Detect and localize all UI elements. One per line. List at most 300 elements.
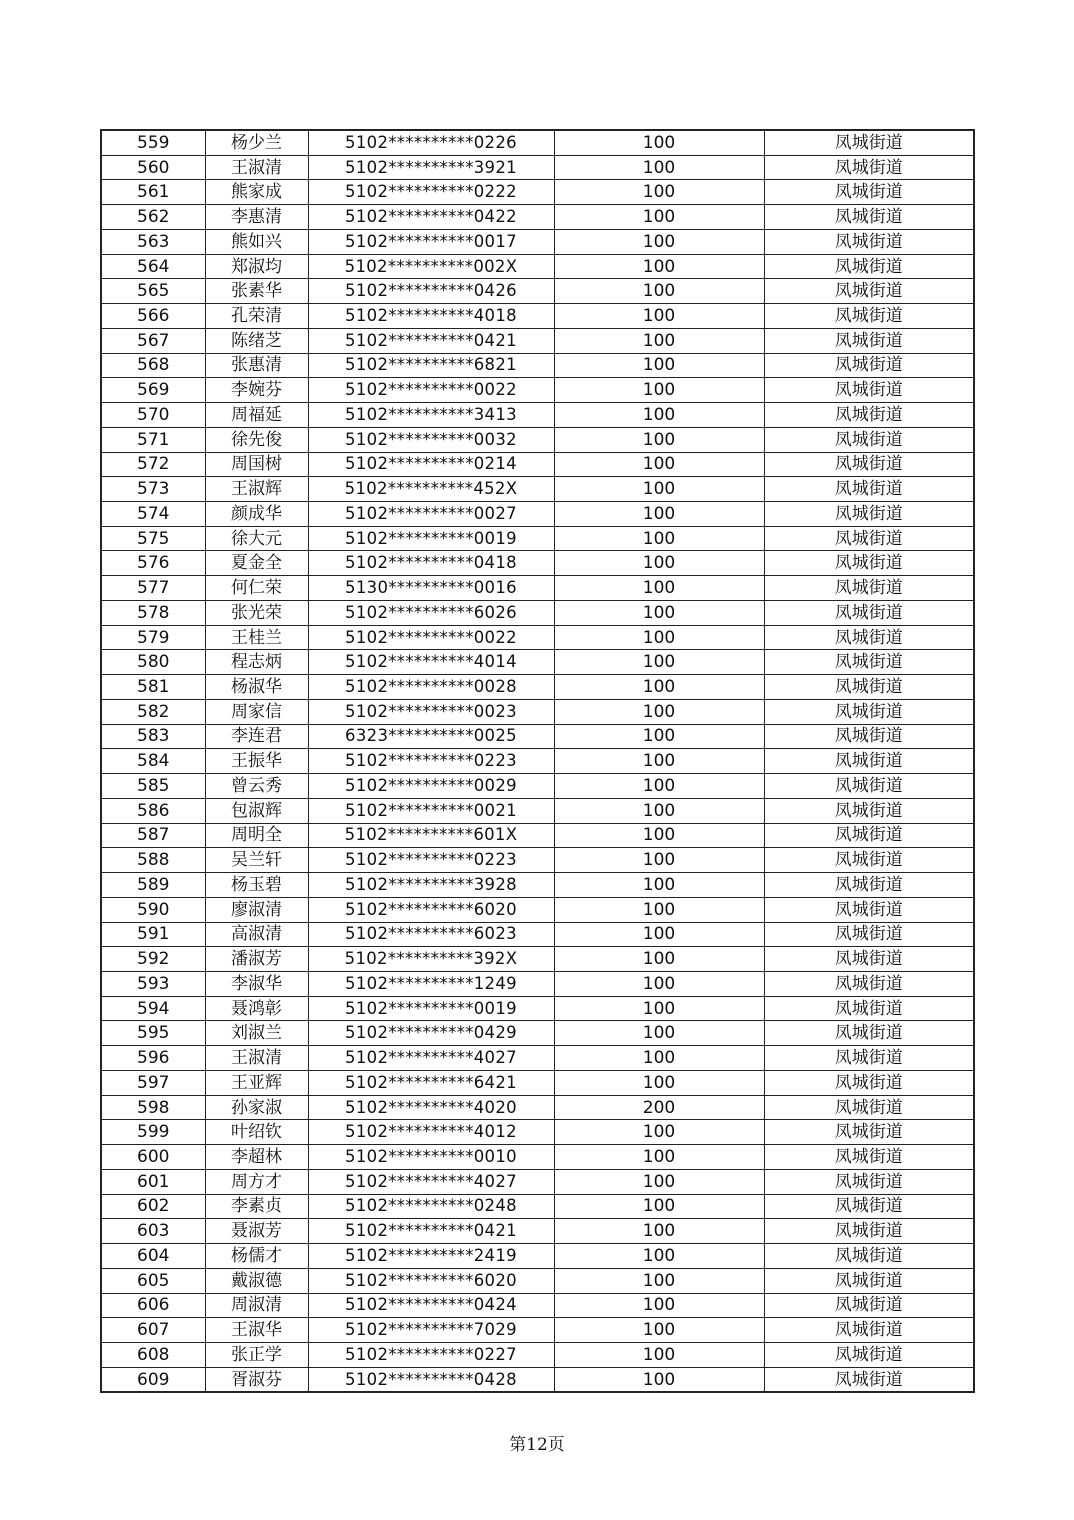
district-cell: 凤城街道 <box>764 180 974 205</box>
row-number-cell: 569 <box>101 378 205 403</box>
amount-cell: 100 <box>554 180 764 205</box>
name-cell: 聂淑芳 <box>205 1219 308 1244</box>
row-number-cell: 602 <box>101 1194 205 1219</box>
id-number-cell: 5102**********1249 <box>308 971 554 996</box>
table-row <box>101 477 974 502</box>
name-cell: 孔荣清 <box>205 304 308 329</box>
amount-cell: 100 <box>554 1070 764 1095</box>
table-row <box>101 526 974 551</box>
amount-cell: 100 <box>554 1046 764 1071</box>
id-number-cell: 5102**********0421 <box>308 328 554 353</box>
id-number-cell: 5102**********0421 <box>308 1219 554 1244</box>
name-cell: 曾云秀 <box>205 774 308 799</box>
row-number-cell: 601 <box>101 1169 205 1194</box>
amount-cell: 100 <box>554 576 764 601</box>
id-number-cell: 5102**********002X <box>308 254 554 279</box>
table-row <box>101 600 974 625</box>
id-number-cell: 5102**********6023 <box>308 922 554 947</box>
amount-cell: 100 <box>554 774 764 799</box>
id-number-cell: 5102**********0248 <box>308 1194 554 1219</box>
district-cell: 凤城街道 <box>764 724 974 749</box>
id-number-cell: 5102**********0429 <box>308 1021 554 1046</box>
district-cell: 凤城街道 <box>764 823 974 848</box>
id-number-cell: 5130**********0016 <box>308 576 554 601</box>
table-row <box>101 650 974 675</box>
district-cell: 凤城街道 <box>764 675 974 700</box>
row-number-cell: 561 <box>101 180 205 205</box>
amount-cell: 100 <box>554 897 764 922</box>
district-cell: 凤城街道 <box>764 1293 974 1318</box>
name-cell: 张惠清 <box>205 353 308 378</box>
district-cell: 凤城街道 <box>764 1194 974 1219</box>
name-cell: 徐大元 <box>205 526 308 551</box>
district-cell: 凤城街道 <box>764 1169 974 1194</box>
amount-cell: 100 <box>554 353 764 378</box>
records-table-body <box>101 130 974 1392</box>
id-number-cell: 5102**********452X <box>308 477 554 502</box>
id-number-cell: 5102**********0022 <box>308 378 554 403</box>
id-number-cell: 5102**********0418 <box>308 551 554 576</box>
amount-cell: 100 <box>554 1219 764 1244</box>
id-number-cell: 5102**********0027 <box>308 502 554 527</box>
row-number-cell: 571 <box>101 427 205 452</box>
district-cell: 凤城街道 <box>764 155 974 180</box>
id-number-cell: 5102**********3928 <box>308 873 554 898</box>
amount-cell: 100 <box>554 848 764 873</box>
id-number-cell: 5102**********0019 <box>308 526 554 551</box>
district-cell: 凤城街道 <box>764 1046 974 1071</box>
district-cell: 凤城街道 <box>764 279 974 304</box>
name-cell: 廖淑清 <box>205 897 308 922</box>
amount-cell: 100 <box>554 229 764 254</box>
name-cell: 王淑辉 <box>205 477 308 502</box>
table-row <box>101 229 974 254</box>
id-number-cell: 5102**********0226 <box>308 130 554 155</box>
amount-cell: 100 <box>554 378 764 403</box>
table-row <box>101 551 974 576</box>
district-cell: 凤城街道 <box>764 205 974 230</box>
table-row <box>101 427 974 452</box>
name-cell: 张素华 <box>205 279 308 304</box>
amount-cell: 100 <box>554 1293 764 1318</box>
district-cell: 凤城街道 <box>764 774 974 799</box>
id-number-cell: 5102**********0424 <box>308 1293 554 1318</box>
id-number-cell: 5102**********6020 <box>308 897 554 922</box>
name-cell: 郑淑均 <box>205 254 308 279</box>
table-row <box>101 1046 974 1071</box>
name-cell: 胥淑芬 <box>205 1367 308 1392</box>
row-number-cell: 595 <box>101 1021 205 1046</box>
name-cell: 杨儒才 <box>205 1244 308 1269</box>
name-cell: 颜成华 <box>205 502 308 527</box>
name-cell: 李连君 <box>205 724 308 749</box>
district-cell: 凤城街道 <box>764 897 974 922</box>
row-number-cell: 575 <box>101 526 205 551</box>
row-number-cell: 606 <box>101 1293 205 1318</box>
district-cell: 凤城街道 <box>764 996 974 1021</box>
name-cell: 张正学 <box>205 1342 308 1367</box>
row-number-cell: 597 <box>101 1070 205 1095</box>
name-cell: 潘淑芳 <box>205 947 308 972</box>
id-number-cell: 5102**********3921 <box>308 155 554 180</box>
district-cell: 凤城街道 <box>764 625 974 650</box>
amount-cell: 100 <box>554 823 764 848</box>
id-number-cell: 5102**********6821 <box>308 353 554 378</box>
id-number-cell: 5102**********0029 <box>308 774 554 799</box>
id-number-cell: 5102**********0017 <box>308 229 554 254</box>
name-cell: 李素贞 <box>205 1194 308 1219</box>
name-cell: 叶绍钦 <box>205 1120 308 1145</box>
id-number-cell: 5102**********6421 <box>308 1070 554 1095</box>
amount-cell: 100 <box>554 1244 764 1269</box>
table-row <box>101 1194 974 1219</box>
amount-cell: 100 <box>554 477 764 502</box>
row-number-cell: 559 <box>101 130 205 155</box>
table-row <box>101 304 974 329</box>
amount-cell: 100 <box>554 971 764 996</box>
id-number-cell: 5102**********6026 <box>308 600 554 625</box>
table-row <box>101 947 974 972</box>
row-number-cell: 570 <box>101 403 205 428</box>
district-cell: 凤城街道 <box>764 403 974 428</box>
amount-cell: 100 <box>554 205 764 230</box>
row-number-cell: 560 <box>101 155 205 180</box>
table-row <box>101 798 974 823</box>
district-cell: 凤城街道 <box>764 130 974 155</box>
name-cell: 戴淑德 <box>205 1268 308 1293</box>
amount-cell: 100 <box>554 1169 764 1194</box>
table-row <box>101 180 974 205</box>
amount-cell: 100 <box>554 279 764 304</box>
name-cell: 李婉芬 <box>205 378 308 403</box>
id-number-cell: 5102**********4027 <box>308 1169 554 1194</box>
name-cell: 程志炳 <box>205 650 308 675</box>
table-row <box>101 1293 974 1318</box>
table-row <box>101 1268 974 1293</box>
row-number-cell: 581 <box>101 675 205 700</box>
amount-cell: 100 <box>554 600 764 625</box>
id-number-cell: 5102**********3413 <box>308 403 554 428</box>
name-cell: 李惠清 <box>205 205 308 230</box>
table-row <box>101 1145 974 1170</box>
row-number-cell: 582 <box>101 699 205 724</box>
table-row <box>101 1219 974 1244</box>
table-row <box>101 1120 974 1145</box>
name-cell: 周方才 <box>205 1169 308 1194</box>
name-cell: 徐先俊 <box>205 427 308 452</box>
table-row <box>101 823 974 848</box>
district-cell: 凤城街道 <box>764 502 974 527</box>
row-number-cell: 596 <box>101 1046 205 1071</box>
table-row <box>101 155 974 180</box>
row-number-cell: 591 <box>101 922 205 947</box>
row-number-cell: 599 <box>101 1120 205 1145</box>
table-row <box>101 502 974 527</box>
row-number-cell: 604 <box>101 1244 205 1269</box>
name-cell: 高淑清 <box>205 922 308 947</box>
table-row <box>101 699 974 724</box>
name-cell: 周明全 <box>205 823 308 848</box>
id-number-cell: 5102**********0023 <box>308 699 554 724</box>
row-number-cell: 586 <box>101 798 205 823</box>
district-cell: 凤城街道 <box>764 477 974 502</box>
row-number-cell: 592 <box>101 947 205 972</box>
amount-cell: 100 <box>554 1145 764 1170</box>
amount-cell: 100 <box>554 551 764 576</box>
district-cell: 凤城街道 <box>764 699 974 724</box>
amount-cell: 100 <box>554 947 764 972</box>
amount-cell: 100 <box>554 1318 764 1343</box>
amount-cell: 100 <box>554 873 764 898</box>
amount-cell: 100 <box>554 130 764 155</box>
district-cell: 凤城街道 <box>764 650 974 675</box>
amount-cell: 100 <box>554 304 764 329</box>
table-row <box>101 922 974 947</box>
district-cell: 凤城街道 <box>764 947 974 972</box>
amount-cell: 100 <box>554 675 764 700</box>
district-cell: 凤城街道 <box>764 1145 974 1170</box>
name-cell: 何仁荣 <box>205 576 308 601</box>
table-row <box>101 279 974 304</box>
name-cell: 杨少兰 <box>205 130 308 155</box>
id-number-cell: 5102**********4014 <box>308 650 554 675</box>
district-cell: 凤城街道 <box>764 1120 974 1145</box>
district-cell: 凤城街道 <box>764 1268 974 1293</box>
row-number-cell: 568 <box>101 353 205 378</box>
id-number-cell: 5102**********7029 <box>308 1318 554 1343</box>
amount-cell: 100 <box>554 328 764 353</box>
table-row <box>101 403 974 428</box>
table-row <box>101 452 974 477</box>
amount-cell: 100 <box>554 1120 764 1145</box>
district-cell: 凤城街道 <box>764 427 974 452</box>
district-cell: 凤城街道 <box>764 452 974 477</box>
district-cell: 凤城街道 <box>764 1070 974 1095</box>
amount-cell: 100 <box>554 625 764 650</box>
amount-cell: 100 <box>554 1367 764 1392</box>
row-number-cell: 567 <box>101 328 205 353</box>
district-cell: 凤城街道 <box>764 229 974 254</box>
table-row <box>101 1021 974 1046</box>
district-cell: 凤城街道 <box>764 1367 974 1392</box>
name-cell: 李超林 <box>205 1145 308 1170</box>
row-number-cell: 589 <box>101 873 205 898</box>
name-cell: 王振华 <box>205 749 308 774</box>
amount-cell: 100 <box>554 1194 764 1219</box>
district-cell: 凤城街道 <box>764 971 974 996</box>
id-number-cell: 5102**********0022 <box>308 625 554 650</box>
district-cell: 凤城街道 <box>764 1318 974 1343</box>
row-number-cell: 588 <box>101 848 205 873</box>
page-number: 第12页 <box>509 1435 565 1455</box>
row-number-cell: 608 <box>101 1342 205 1367</box>
amount-cell: 100 <box>554 1021 764 1046</box>
id-number-cell: 5102**********0428 <box>308 1367 554 1392</box>
table-row <box>101 254 974 279</box>
name-cell: 夏金全 <box>205 551 308 576</box>
district-cell: 凤城街道 <box>764 526 974 551</box>
row-number-cell: 603 <box>101 1219 205 1244</box>
amount-cell: 100 <box>554 724 764 749</box>
district-cell: 凤城街道 <box>764 576 974 601</box>
district-cell: 凤城街道 <box>764 254 974 279</box>
district-cell: 凤城街道 <box>764 328 974 353</box>
name-cell: 周淑清 <box>205 1293 308 1318</box>
amount-cell: 100 <box>554 798 764 823</box>
amount-cell: 100 <box>554 254 764 279</box>
district-cell: 凤城街道 <box>764 848 974 873</box>
id-number-cell: 5102**********0021 <box>308 798 554 823</box>
amount-cell: 100 <box>554 403 764 428</box>
name-cell: 包淑辉 <box>205 798 308 823</box>
table-row <box>101 1070 974 1095</box>
district-cell: 凤城街道 <box>764 1095 974 1120</box>
name-cell: 周福延 <box>205 403 308 428</box>
id-number-cell: 5102**********0422 <box>308 205 554 230</box>
district-cell: 凤城街道 <box>764 749 974 774</box>
name-cell: 王亚辉 <box>205 1070 308 1095</box>
table-row <box>101 971 974 996</box>
row-number-cell: 585 <box>101 774 205 799</box>
name-cell: 周国树 <box>205 452 308 477</box>
row-number-cell: 593 <box>101 971 205 996</box>
name-cell: 王淑华 <box>205 1318 308 1343</box>
row-number-cell: 574 <box>101 502 205 527</box>
id-number-cell: 5102**********0032 <box>308 427 554 452</box>
district-cell: 凤城街道 <box>764 353 974 378</box>
table-row <box>101 873 974 898</box>
id-number-cell: 5102**********4012 <box>308 1120 554 1145</box>
id-number-cell: 5102**********0010 <box>308 1145 554 1170</box>
table-row <box>101 576 974 601</box>
amount-cell: 100 <box>554 996 764 1021</box>
id-number-cell: 5102**********0426 <box>308 279 554 304</box>
row-number-cell: 607 <box>101 1318 205 1343</box>
row-number-cell: 590 <box>101 897 205 922</box>
name-cell: 刘淑兰 <box>205 1021 308 1046</box>
table-row <box>101 130 974 155</box>
name-cell: 熊如兴 <box>205 229 308 254</box>
id-number-cell: 5102**********2419 <box>308 1244 554 1269</box>
row-number-cell: 605 <box>101 1268 205 1293</box>
id-number-cell: 5102**********0223 <box>308 749 554 774</box>
id-number-cell: 5102**********4020 <box>308 1095 554 1120</box>
district-cell: 凤城街道 <box>764 1244 974 1269</box>
table-row <box>101 1367 974 1392</box>
table-row <box>101 353 974 378</box>
row-number-cell: 580 <box>101 650 205 675</box>
id-number-cell: 5102**********4018 <box>308 304 554 329</box>
row-number-cell: 576 <box>101 551 205 576</box>
district-cell: 凤城街道 <box>764 798 974 823</box>
amount-cell: 100 <box>554 526 764 551</box>
amount-cell: 200 <box>554 1095 764 1120</box>
table-row <box>101 1169 974 1194</box>
amount-cell: 100 <box>554 1268 764 1293</box>
name-cell: 王淑清 <box>205 155 308 180</box>
name-cell: 熊家成 <box>205 180 308 205</box>
id-number-cell: 5102**********4027 <box>308 1046 554 1071</box>
district-cell: 凤城街道 <box>764 600 974 625</box>
row-number-cell: 566 <box>101 304 205 329</box>
name-cell: 王淑清 <box>205 1046 308 1071</box>
table-row <box>101 205 974 230</box>
amount-cell: 100 <box>554 1342 764 1367</box>
row-number-cell: 579 <box>101 625 205 650</box>
table-row <box>101 749 974 774</box>
id-number-cell: 5102**********0214 <box>308 452 554 477</box>
district-cell: 凤城街道 <box>764 1021 974 1046</box>
row-number-cell: 584 <box>101 749 205 774</box>
table-row <box>101 1342 974 1367</box>
name-cell: 周家信 <box>205 699 308 724</box>
table-row <box>101 897 974 922</box>
row-number-cell: 609 <box>101 1367 205 1392</box>
row-number-cell: 598 <box>101 1095 205 1120</box>
row-number-cell: 578 <box>101 600 205 625</box>
id-number-cell: 5102**********601X <box>308 823 554 848</box>
table-row <box>101 1318 974 1343</box>
row-number-cell: 573 <box>101 477 205 502</box>
amount-cell: 100 <box>554 749 764 774</box>
table-row <box>101 378 974 403</box>
amount-cell: 100 <box>554 502 764 527</box>
table-row <box>101 1095 974 1120</box>
row-number-cell: 572 <box>101 452 205 477</box>
district-cell: 凤城街道 <box>764 1219 974 1244</box>
row-number-cell: 577 <box>101 576 205 601</box>
amount-cell: 100 <box>554 650 764 675</box>
amount-cell: 100 <box>554 922 764 947</box>
name-cell: 张光荣 <box>205 600 308 625</box>
name-cell: 吴兰轩 <box>205 848 308 873</box>
district-cell: 凤城街道 <box>764 1342 974 1367</box>
district-cell: 凤城街道 <box>764 304 974 329</box>
table-row <box>101 1244 974 1269</box>
id-number-cell: 5102**********392X <box>308 947 554 972</box>
table-row <box>101 328 974 353</box>
district-cell: 凤城街道 <box>764 551 974 576</box>
row-number-cell: 600 <box>101 1145 205 1170</box>
row-number-cell: 583 <box>101 724 205 749</box>
district-cell: 凤城街道 <box>764 378 974 403</box>
name-cell: 孙家淑 <box>205 1095 308 1120</box>
table-row <box>101 675 974 700</box>
name-cell: 陈绪芝 <box>205 328 308 353</box>
name-cell: 聂鸿彰 <box>205 996 308 1021</box>
id-number-cell: 5102**********6020 <box>308 1268 554 1293</box>
id-number-cell: 5102**********0227 <box>308 1342 554 1367</box>
row-number-cell: 565 <box>101 279 205 304</box>
id-number-cell: 5102**********0223 <box>308 848 554 873</box>
amount-cell: 100 <box>554 155 764 180</box>
district-cell: 凤城街道 <box>764 922 974 947</box>
table-row <box>101 996 974 1021</box>
id-number-cell: 5102**********0222 <box>308 180 554 205</box>
table-row <box>101 848 974 873</box>
amount-cell: 100 <box>554 699 764 724</box>
amount-cell: 100 <box>554 427 764 452</box>
records-table <box>100 129 975 1393</box>
name-cell: 杨淑华 <box>205 675 308 700</box>
table-row <box>101 625 974 650</box>
name-cell: 李淑华 <box>205 971 308 996</box>
id-number-cell: 5102**********0019 <box>308 996 554 1021</box>
row-number-cell: 594 <box>101 996 205 1021</box>
row-number-cell: 562 <box>101 205 205 230</box>
name-cell: 王桂兰 <box>205 625 308 650</box>
table-row <box>101 774 974 799</box>
